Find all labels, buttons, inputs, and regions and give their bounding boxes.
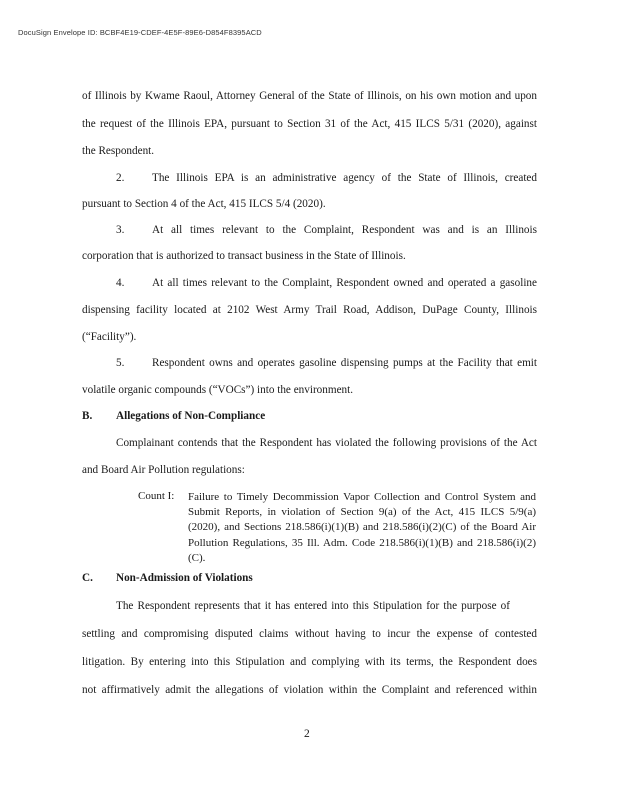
paragraph-line: (“Facility”).	[82, 331, 137, 343]
paragraph-number: 3.	[116, 224, 125, 236]
paragraph-line: pursuant to Section 4 of the Act, 415 ILCS 5/4 (2020).	[82, 198, 326, 210]
section-letter: B.	[82, 410, 93, 422]
paragraph-line: The Respondent represents that it has entered into this Stipulation for the purpose of	[116, 600, 510, 612]
paragraph-line: The Illinois EPA is an administrative agency of the State of Illinois, created	[152, 172, 537, 184]
paragraph-line: At all times relevant to the Complaint, Respondent owned and operated a gasoline	[152, 277, 537, 289]
paragraph-line: dispensing facility located at 2102 West Army Trail Road, Addison, DuPage County, Illinois	[82, 304, 537, 316]
paragraph-number: 2.	[116, 172, 125, 184]
paragraph-line: and Board Air Pollution regulations:	[82, 464, 245, 476]
section-letter: C.	[82, 572, 93, 584]
count-description: Failure to Timely Decommission Vapor Collection and Control System and Submit Reports, in violation of Section 9(a) of the Act, 415 ILCS 5/9(a) (2020), and Sections 218.586(i)(1)(B) and 218.586(i)(2)(C) of the Board Air Pollution Regulations, 35 Ill. Adm. Code 218.586(i)(1)(B) and 218.586(i)(2)(C).	[188, 491, 536, 564]
envelope-id: DocuSign Envelope ID: BCBF4E19-CDEF-4E5F-89E6-D854F8395ACD	[18, 28, 262, 37]
paragraph-number: 5.	[116, 357, 125, 369]
section-title: Non-Admission of Violations	[116, 572, 253, 584]
paragraph-number: 4.	[116, 277, 125, 289]
paragraph-line: litigation. By entering into this Stipulation and complying with its terms, the Respondent does	[82, 656, 537, 668]
paragraph-line: volatile organic compounds (“VOCs”) into the environment.	[82, 384, 354, 396]
paragraph-line: Respondent owns and operates gasoline dispensing pumps at the Facility that emit	[152, 357, 537, 369]
paragraph-line: the Respondent.	[82, 145, 155, 157]
section-title: Allegations of Non-Compliance	[116, 410, 266, 422]
paragraph-line: settling and compromising disputed claims without having to incur the expense of contested	[82, 628, 537, 640]
paragraph-line: Complainant contends that the Respondent has violated the following provisions of the Act	[116, 437, 537, 449]
paragraph-line: At all times relevant to the Complaint, Respondent was and is an Illinois	[152, 224, 537, 236]
count-label: Count I:	[138, 490, 175, 502]
paragraph-line: corporation that is authorized to transact business in the State of Illinois.	[82, 250, 406, 262]
paragraph-line: of Illinois by Kwame Raoul, Attorney General of the State of Illinois, on his own motion and upon	[82, 90, 537, 102]
paragraph-line: not affirmatively admit the allegations of violation within the Complaint and referenced within	[82, 684, 537, 696]
paragraph-line: the request of the Illinois EPA, pursuant to Section 31 of the Act, 415 ILCS 5/31 (2020), against	[82, 118, 537, 130]
page-number: 2	[304, 728, 310, 740]
